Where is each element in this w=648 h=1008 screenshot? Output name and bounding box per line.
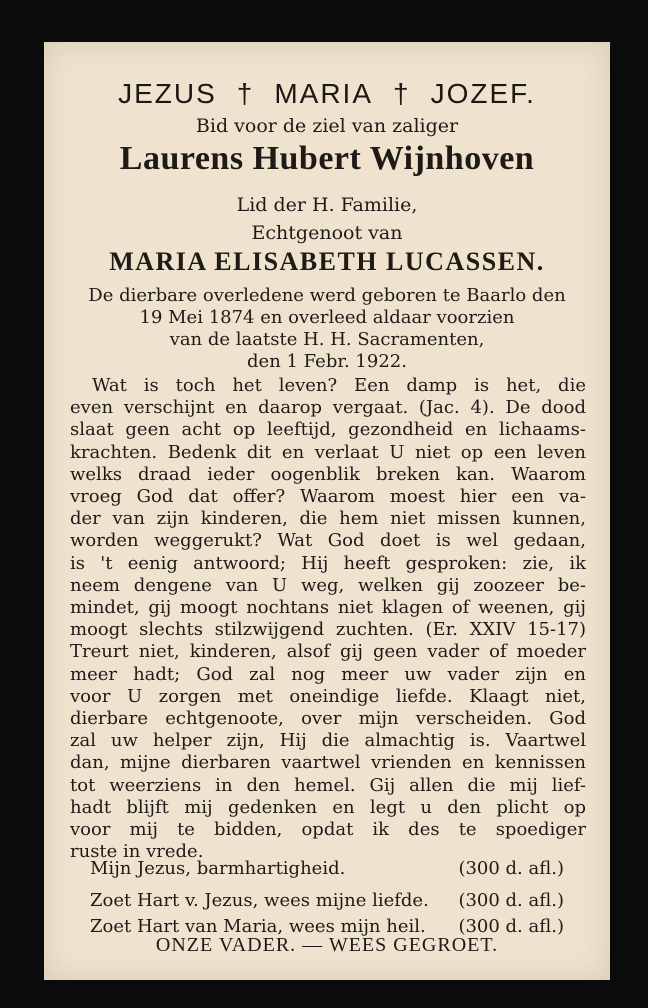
text-line: zal uw helper zijn, Hij die almachtig is. Vaartwel (70, 730, 586, 752)
header-word-jezus: JEZUS (118, 78, 217, 109)
text-line: moogt slechts stilzwijgend zuchten. (Er. XXIV 15-17) (70, 619, 586, 641)
biography-line: 19 Mei 1874 en overleed aldaar voorzien (139, 307, 515, 328)
text-line: slaat geen acht op leeftijd, gezondheid en lichaams- (70, 419, 586, 441)
header-word-maria: MARIA (274, 78, 374, 109)
text-line: is 't eenig antwoord; Hij heeft gesproken: zie, ik (70, 552, 586, 574)
indulgence-days: (300 d. afl.) (458, 858, 564, 879)
text-line: neem dengene van U weg, welken gij zoozeer be- (70, 574, 586, 596)
biography-line: De dierbare overledene werd geboren te Baarlo den (88, 285, 566, 306)
prayer-request-line: Bid voor de ziel van zaliger (195, 115, 459, 137)
text-line: ruste in vrede. (70, 841, 204, 863)
text-line: voor mij te bidden, opdat ik des te spoediger (70, 819, 586, 841)
prayer-text: Zoet Hart v. Jezus, wees mijne liefde. (90, 890, 429, 911)
prayer-row (90, 890, 564, 914)
text-line: tot weerziens in den hemel. Gij allen die mij lief- (70, 774, 586, 796)
header-invocation (44, 78, 610, 110)
text-line: meer hadt; God zal nog meer uw vader zijn en (70, 663, 586, 685)
text-line: worden weggerukt? Wat God doet is wel gedaan, (70, 530, 586, 552)
cross-icon: † (393, 78, 411, 109)
deceased-name: Laurens Hubert Wijnhoven (119, 140, 535, 177)
biography-block (68, 285, 586, 373)
meditation-text (70, 375, 586, 863)
cross-icon: † (236, 78, 255, 109)
indulgence-prayers (90, 858, 564, 942)
biography-line: den 1 Febr. 1922. (247, 351, 407, 372)
spouse-name: MARIA ELISABETH LUCASSEN. (109, 247, 545, 276)
prayer-text: Mijn Jezus, barmhartigheid. (90, 858, 346, 879)
prayer-row (90, 858, 564, 882)
memorial-card (44, 42, 610, 980)
text-line: voor U zorgen met oneindige liefde. Klaagt niet, (70, 685, 586, 707)
text-line: welks draad ieder oogenblik breken kan. Waarom (70, 463, 586, 485)
indulgence-days: (300 d. afl.) (458, 890, 564, 911)
text-line: Treurt niet, kinderen, alsof gij geen vader of moeder (70, 641, 586, 663)
text-line: vroeg God dat offer? Waarom moest hier een va- (70, 486, 586, 508)
text-line: mindet, gij moogt nochtans niet klagen of weenen, gij (70, 597, 586, 619)
prayer-text: Zoet Hart van Maria, wees mijn heil. (90, 916, 426, 937)
text-line: dan, mijne dierbaren vaartwel vrienden en kennissen (70, 752, 586, 774)
text-line: even verschijnt en daarop vergaat. (Jac. 4). De dood (70, 397, 586, 419)
membership-line: Lid der H. Familie, (236, 194, 418, 216)
header-word-jozef: JOZEF. (430, 78, 536, 109)
spouse-intro-line: Echtgenoot van (251, 222, 403, 244)
text-line: krachten. Bedenk dit en verlaat U niet op een leven (70, 441, 586, 463)
biography-line: van de laatste H. H. Sacramenten, (169, 329, 485, 350)
text-line: hadt blijft mij gedenken en legt u den plicht op (70, 796, 586, 818)
closing-prayers: ONZE VADER. — WEES GEGROET. (155, 934, 499, 956)
text-line: dierbare echtgenoote, over mijn verscheiden. God (70, 708, 586, 730)
text-line: der van zijn kinderen, die hem niet missen kunnen, (70, 508, 586, 530)
indulgence-days: (300 d. afl.) (458, 916, 564, 937)
text-line: Wat is toch het leven? Een damp is het, die (92, 375, 586, 396)
